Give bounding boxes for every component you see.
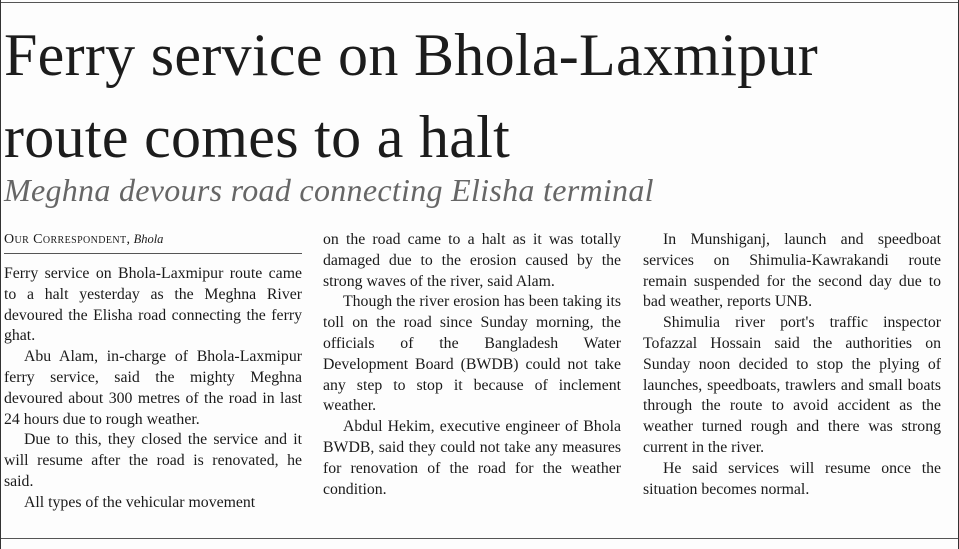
column-1 — [4, 228, 302, 514]
bottom-rule — [1, 538, 958, 539]
column-3 — [643, 230, 941, 500]
paragraph: He said services will resume once the situation becomes normal. — [643, 459, 941, 498]
paragraph: Shimulia river port's traffic inspector Tofazzal Hossain said the authorities on Sunday noon decided to stop the plying of launches, speedboats, trawlers and small boats through the route to avoid accident as the weather turned rough and there was strong current in the river. — [643, 314, 941, 456]
paragraph: In Munshiganj, launch and speedboat services on Shimulia-Kawrakandi route remain suspended for the second day due to bad weather, reports UNB. — [643, 231, 941, 311]
paragraph: Ferry service on Bhola-Laxmipur route came to a halt yesterday as the Meghna River devoured the Elisha road connecting the ferry ghat. — [4, 265, 302, 345]
paragraph: Abdul Hekim, executive engineer of Bhola BWDB, said they could not take any measures for renovation of the road for the weather condition. — [323, 418, 621, 498]
top-rule — [1, 2, 958, 3]
column-2 — [323, 230, 621, 500]
paragraph: Due to this, they closed the service and it will resume after the road is renovated, he said. — [4, 431, 302, 490]
byline-name: Our Correspondent, — [4, 232, 131, 247]
byline-place: Bhola — [133, 232, 164, 246]
paragraph: All types of the vehicular movement — [24, 493, 256, 511]
paragraph: Abu Alam, in-charge of Bhola-Laxmipur ferry service, said the mighty Meghna devoured about 300 metres of the road in last 24 hours due to rough weather. — [4, 348, 302, 428]
headline: Ferry service on Bhola-Laxmipur route comes to a halt — [4, 22, 819, 170]
byline — [4, 228, 302, 254]
paragraph: on the road came to a halt as it was totally damaged due to the erosion caused by the strong waves of the river, said Alam. — [323, 231, 621, 290]
subheadline: Meghna devours road connecting Elisha terminal — [4, 172, 654, 208]
paragraph: Though the river erosion has been taking its toll on the road since Sunday morning, the officials of the Bangladesh Water Development Board (BWDB) could not take any step to stop it because of inclement weather. — [323, 293, 621, 415]
